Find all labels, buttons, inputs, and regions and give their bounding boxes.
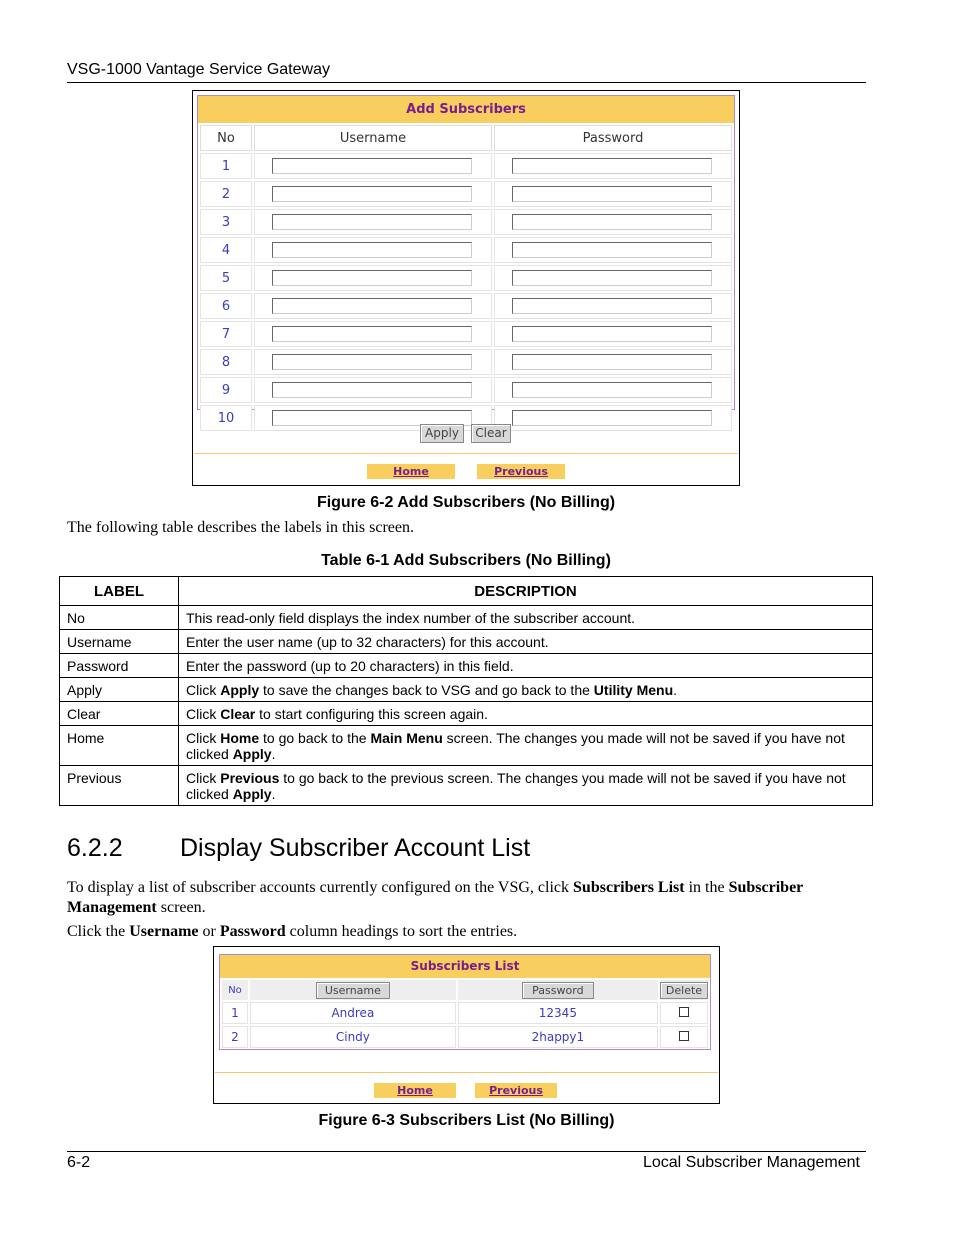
row-description (179, 702, 873, 726)
desc-bold: Previous (220, 770, 280, 786)
table-row (60, 606, 873, 630)
password-input-cell (494, 181, 732, 207)
desc-text: . (271, 786, 276, 802)
password-input[interactable] (512, 186, 712, 202)
para-text: Click the (67, 923, 130, 940)
entry-row (200, 181, 732, 207)
username-input[interactable] (272, 326, 472, 342)
username-input-cell (254, 181, 492, 207)
row-number: 10 (200, 405, 252, 431)
username-input-cell (254, 293, 492, 319)
panel-title: Add Subscribers (198, 96, 734, 123)
username-input-cell (254, 265, 492, 291)
apply-button[interactable]: Apply (420, 424, 464, 443)
figure-6-3-caption: Figure 6-3 Subscribers List (No Billing) (318, 1112, 615, 1129)
row-label: Apply (60, 678, 179, 702)
row-description (179, 766, 873, 806)
entry-row (200, 377, 732, 403)
row-label: Password (60, 654, 179, 678)
password-input[interactable] (512, 298, 712, 314)
para-bold: Subscribers List (573, 879, 685, 896)
list-row (222, 1002, 708, 1024)
password-input-cell (494, 209, 732, 235)
row-number: 8 (200, 349, 252, 375)
row-label: Username (60, 630, 179, 654)
username-input-cell (254, 349, 492, 375)
row-label: Previous (60, 766, 179, 806)
row-description (179, 726, 873, 766)
password-input[interactable] (512, 326, 712, 342)
row-no: 1 (222, 1002, 248, 1024)
username-input[interactable] (272, 298, 472, 314)
delete-button[interactable]: Delete (660, 982, 708, 999)
list-row (222, 1026, 708, 1048)
running-header: VSG-1000 Vantage Service Gateway (67, 61, 330, 78)
password-input-cell (494, 153, 732, 179)
row-number: 6 (200, 293, 252, 319)
table-row (60, 702, 873, 726)
username-input-cell (254, 377, 492, 403)
col-header-no: No (200, 125, 252, 151)
nav-divider (215, 1072, 718, 1073)
row-label: Home (60, 726, 179, 766)
row-label: No (60, 606, 179, 630)
para-text: in the (684, 879, 729, 896)
para-text: or (198, 923, 220, 940)
entry-row (200, 265, 732, 291)
table-row (60, 726, 873, 766)
entry-row (200, 405, 732, 431)
username-input-cell (254, 321, 492, 347)
col-header-username-cell (250, 980, 456, 1000)
row-username: Cindy (250, 1026, 456, 1048)
para-bold: Username (129, 923, 199, 940)
delete-checkbox[interactable] (679, 1007, 689, 1017)
username-input-cell (254, 237, 492, 263)
home-button[interactable]: Home (367, 464, 455, 479)
col-header-username: Username (254, 125, 492, 151)
row-number: 9 (200, 377, 252, 403)
table-6-1-caption: Table 6-1 Add Subscribers (No Billing) (321, 552, 611, 569)
label-description-table (59, 576, 873, 806)
desc-text: This read-only field displays the index number of the subscriber account. (186, 610, 636, 626)
password-input-cell (494, 293, 732, 319)
header-rule (67, 82, 866, 83)
username-input[interactable] (272, 158, 472, 174)
username-input[interactable] (272, 214, 472, 230)
row-number: 1 (200, 153, 252, 179)
add-subscribers-panel (197, 95, 735, 426)
username-input[interactable] (272, 354, 472, 370)
desc-bold: Home (220, 730, 260, 746)
password-input[interactable] (512, 214, 712, 230)
entry-row (200, 209, 732, 235)
para-bold: Password (219, 923, 286, 940)
previous-button[interactable]: Previous (475, 1083, 557, 1098)
desc-text: to start configuring this screen again. (255, 706, 488, 722)
desc-bold: Apply (232, 786, 272, 802)
row-description (179, 606, 873, 630)
col-header-password-cell (458, 980, 658, 1000)
row-username: Andrea (250, 1002, 456, 1024)
username-input[interactable] (272, 270, 472, 286)
figure-6-2-caption: Figure 6-2 Add Subscribers (No Billing) (316, 494, 616, 511)
delete-checkbox[interactable] (679, 1031, 689, 1041)
desc-bold: Clear (220, 706, 256, 722)
password-input-cell (494, 265, 732, 291)
para-text: column headings to sort the entries. (285, 923, 518, 940)
home-button[interactable]: Home (374, 1083, 456, 1098)
desc-text: Click (186, 682, 221, 698)
desc-text: to save the changes back to VSG and go back to the (259, 682, 594, 698)
section-title: Display Subscriber Account List (180, 834, 531, 862)
row-number: 3 (200, 209, 252, 235)
entry-row (200, 153, 732, 179)
col-header-password: Password (494, 125, 732, 151)
nav-divider (194, 453, 738, 454)
panel-title: Subscribers List (220, 955, 710, 978)
add-subscribers-screenshot (192, 90, 740, 486)
entry-row (200, 293, 732, 319)
desc-text: Click (186, 770, 221, 786)
row-number: 2 (200, 181, 252, 207)
desc-bold: Apply (220, 682, 260, 698)
password-input-cell (494, 349, 732, 375)
para-text: To display a list of subscriber accounts currently configured on the VSG, click (67, 879, 574, 896)
table-row (60, 766, 873, 806)
password-input[interactable] (512, 410, 712, 426)
desc-text: screen. The changes you made will not be saved if you have not clicked (186, 730, 845, 762)
desc-text: Click (186, 706, 221, 722)
row-delete-cell (660, 1026, 708, 1048)
password-input-cell (494, 237, 732, 263)
row-no: 2 (222, 1026, 248, 1048)
page-number: 6-2 (67, 1154, 91, 1171)
row-number: 7 (200, 321, 252, 347)
password-input-cell (494, 377, 732, 403)
section-heading (67, 834, 530, 863)
table-row (60, 654, 873, 678)
table-row (60, 630, 873, 654)
col-header-no: No (222, 980, 248, 1000)
username-input-cell (254, 153, 492, 179)
username-input[interactable] (272, 242, 472, 258)
section-paragraph-2 (67, 922, 517, 942)
desc-text: Enter the user name (up to 32 characters) for this account. (186, 634, 549, 650)
row-description (179, 654, 873, 678)
table-row (60, 678, 873, 702)
table-head-label: LABEL (60, 577, 179, 606)
password-input[interactable] (512, 242, 712, 258)
username-input[interactable] (272, 186, 472, 202)
section-paragraph-1 (67, 878, 867, 918)
password-input[interactable] (512, 382, 712, 398)
password-input[interactable] (512, 270, 712, 286)
desc-text: . (673, 682, 678, 698)
row-password: 2happy1 (458, 1026, 658, 1048)
para-bold: Subscriber Management (67, 879, 803, 916)
password-input-cell (494, 405, 732, 431)
intro-paragraph: The following table describes the labels in this screen. (67, 519, 415, 536)
desc-text: . (271, 746, 276, 762)
entry-row (200, 237, 732, 263)
row-label: Clear (60, 702, 179, 726)
password-sort-button[interactable]: Password (522, 982, 594, 999)
password-input-cell (494, 321, 732, 347)
entry-row (200, 349, 732, 375)
subscribers-list-panel (219, 954, 711, 1050)
section-number: 6.2.2 (67, 834, 123, 862)
clear-button[interactable]: Clear (471, 424, 511, 443)
desc-text: to go back to the previous screen. The changes you made will not be saved if you have not clicked (186, 770, 846, 802)
desc-bold: Main Menu (370, 730, 443, 746)
desc-bold: Utility Menu (593, 682, 674, 698)
desc-bold: Apply (232, 746, 272, 762)
password-input[interactable] (512, 158, 712, 174)
username-sort-button[interactable]: Username (316, 982, 390, 999)
username-input-cell (254, 209, 492, 235)
row-number: 5 (200, 265, 252, 291)
entry-row (200, 321, 732, 347)
desc-text: to go back to the (259, 730, 371, 746)
col-header-delete-cell (660, 980, 708, 1000)
desc-text: Enter the password (up to 20 characters) in this field. (186, 658, 514, 674)
subscribers-list-table (220, 978, 710, 1050)
row-description (179, 678, 873, 702)
row-number: 4 (200, 237, 252, 263)
row-description (179, 630, 873, 654)
username-input[interactable] (272, 382, 472, 398)
row-password: 12345 (458, 1002, 658, 1024)
chapter-title: Local Subscriber Management (642, 1154, 860, 1171)
table-head-description: DESCRIPTION (179, 577, 873, 606)
previous-button[interactable]: Previous (477, 464, 565, 479)
desc-text: Click (186, 730, 221, 746)
password-input[interactable] (512, 354, 712, 370)
subscribers-list-screenshot (213, 946, 720, 1104)
footer-rule (67, 1151, 866, 1152)
para-text: screen. (156, 899, 206, 916)
subscriber-entry-table (198, 123, 734, 433)
row-delete-cell (660, 1002, 708, 1024)
